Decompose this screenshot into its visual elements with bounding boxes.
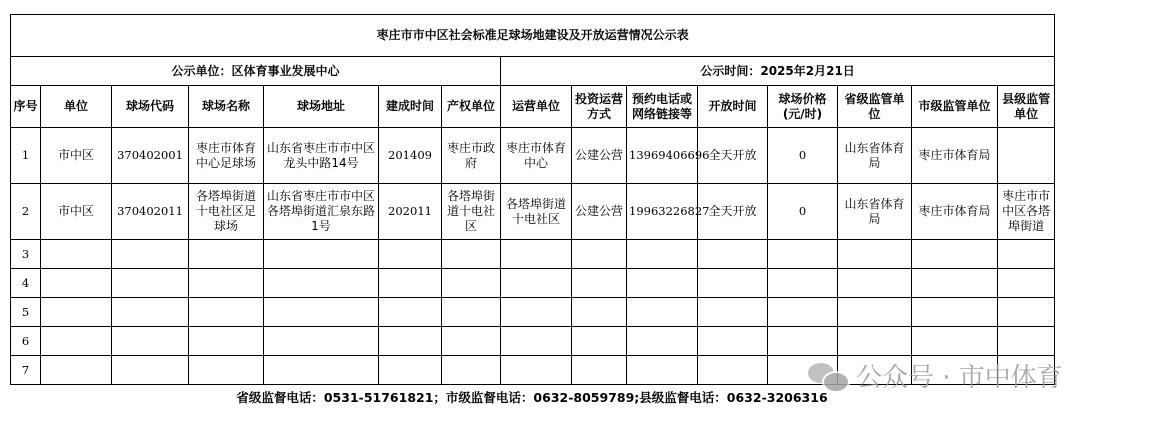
table-row-empty (11, 298, 1055, 327)
header-operator: 运营单位 (501, 86, 572, 128)
cell-operator: 各塔埠街道十电社区 (501, 184, 572, 240)
cell-contact: 19963226827 (627, 184, 698, 240)
publish-time-value: 2025年2月21日 (760, 63, 855, 78)
cell-unit: 市中区 (41, 128, 112, 184)
cell-unit: 市中区 (41, 184, 112, 240)
cell-hours: 全天开放 (698, 184, 768, 240)
cell-no: 3 (11, 240, 41, 269)
publish-time-label: 公示时间： (700, 63, 761, 78)
header-city: 市级监管单位 (912, 86, 998, 128)
header-built: 建成时间 (379, 86, 442, 128)
publisher-cell (11, 57, 501, 86)
cell-owner: 枣庄市政府 (442, 128, 501, 184)
table-row-empty (11, 327, 1055, 356)
header-address: 球场地址 (264, 86, 379, 128)
cell-name: 各塔埠街道十电社区足球场 (189, 184, 264, 240)
cell-no: 6 (11, 327, 41, 356)
cell-mode: 公建公营 (572, 184, 627, 240)
header-hours: 开放时间 (698, 86, 768, 128)
cell-hours: 全天开放 (698, 128, 768, 184)
header-code: 球场代码 (112, 86, 189, 128)
header-county: 县级监管单位 (998, 86, 1055, 128)
publicity-table (10, 14, 1055, 385)
header-row (11, 86, 1055, 128)
cell-name: 枣庄市体育中心足球场 (189, 128, 264, 184)
header-unit: 单位 (41, 86, 112, 128)
cell-county (998, 128, 1055, 184)
header-prov: 省级监管单位 (838, 86, 912, 128)
cell-prov: 山东省体育局 (838, 128, 912, 184)
publish-time-cell (501, 57, 1055, 86)
cell-address: 山东省枣庄市市中区龙头中路14号 (264, 128, 379, 184)
table-row-empty (11, 269, 1055, 298)
cell-city: 枣庄市体育局 (912, 184, 998, 240)
cell-address: 山东省枣庄市市中区各塔埠街道汇泉东路1号 (264, 184, 379, 240)
cell-no: 4 (11, 269, 41, 298)
cell-owner: 各塔埠街道十电社区 (442, 184, 501, 240)
header-contact: 预约电话或网络链接等 (627, 86, 698, 128)
table-row (11, 184, 1055, 240)
cell-no: 1 (11, 128, 41, 184)
watermark-text: 公众号 · 市中体育 (856, 363, 1063, 393)
table-row-empty (11, 240, 1055, 269)
cell-operator: 枣庄市体育中心 (501, 128, 572, 184)
cell-contact: 13969406696 (627, 128, 698, 184)
header-name: 球场名称 (189, 86, 264, 128)
cell-mode: 公建公营 (572, 128, 627, 184)
cell-city: 枣庄市体育局 (912, 128, 998, 184)
cell-price: 0 (768, 184, 838, 240)
cell-price: 0 (768, 128, 838, 184)
header-no: 序号 (11, 86, 41, 128)
cell-no: 2 (11, 184, 41, 240)
table-row (11, 128, 1055, 184)
cell-code: 370402011 (112, 184, 189, 240)
table-title: 枣庄市市中区社会标准足球场地建设及开放运营情况公示表 (11, 15, 1055, 57)
publicity-table-sheet (10, 14, 1054, 377)
publisher-label: 公示单位： (171, 63, 232, 78)
supervision-phones: 省级监督电话：0531-51761821；市级监督电话：0632-8059789;县级监督电话：0632-3206316 (236, 390, 828, 405)
cell-county: 枣庄市市中区各塔埠街道 (998, 184, 1055, 240)
cell-code: 370402001 (112, 128, 189, 184)
cell-prov: 山东省体育局 (838, 184, 912, 240)
cell-no: 7 (11, 356, 41, 385)
header-mode: 投资运营方式 (572, 86, 627, 128)
header-price: 球场价格(元/时) (768, 86, 838, 128)
publisher-value: 区体育事业发展中心 (231, 63, 340, 78)
cell-no: 5 (11, 298, 41, 327)
header-owner: 产权单位 (442, 86, 501, 128)
cell-built: 202011 (379, 184, 442, 240)
cell-built: 201409 (379, 128, 442, 184)
